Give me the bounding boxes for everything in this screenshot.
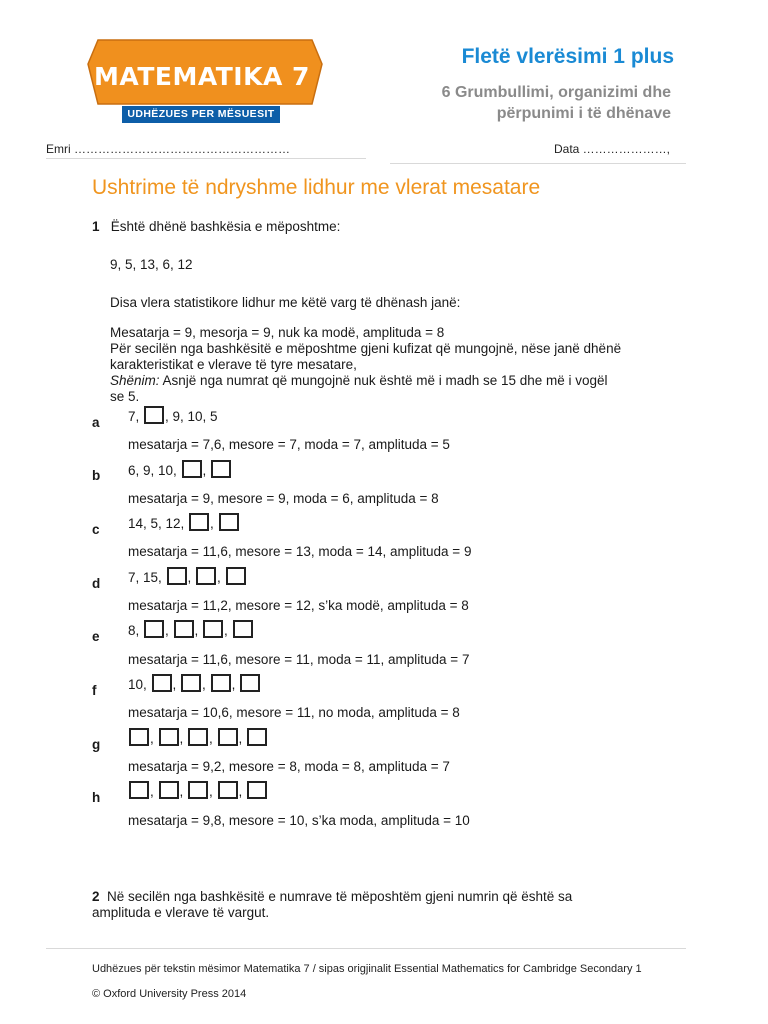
- item-d-sequence: 7, 15, , ,: [128, 567, 247, 585]
- question-2: [92, 889, 692, 921]
- question-1-intro-text: Është dhënë bashkësia e mëposhtme:: [110, 219, 341, 234]
- item-a-post: , 9, 10, 5: [165, 409, 218, 424]
- answer-box[interactable]: [129, 781, 149, 799]
- date-divider: [390, 163, 686, 164]
- answer-box[interactable]: [247, 781, 267, 799]
- footer-divider: [46, 948, 686, 949]
- logo-subtitle: UDHËZUES PER MËSUESIT: [122, 106, 280, 123]
- item-d-pre: 7, 15,: [128, 570, 166, 585]
- answer-box[interactable]: [240, 674, 260, 692]
- answer-box[interactable]: [196, 567, 216, 585]
- question-1-intro: [92, 219, 340, 235]
- answer-box[interactable]: [219, 513, 239, 531]
- answer-box[interactable]: [174, 620, 194, 638]
- sheet-title: Fletë vlerësimi 1 plus: [461, 45, 674, 68]
- item-letter-h: h: [92, 790, 101, 805]
- item-a-pre: 7,: [128, 409, 144, 424]
- item-b-sequence: 6, 9, 10, ,: [128, 460, 232, 478]
- question-1-set: 9, 5, 13, 6, 12: [110, 257, 193, 272]
- answer-box[interactable]: [182, 460, 202, 478]
- instructions-block: [110, 325, 670, 405]
- hint-text-1: Asnjë nga numrat që mungojnë nuk është më i madh se 15 dhe më i vogël: [159, 373, 608, 388]
- item-h-sequence: , , , ,: [128, 781, 268, 799]
- answer-box[interactable]: [218, 728, 238, 746]
- answer-box[interactable]: [144, 406, 164, 424]
- item-e-sequence: 8, , , ,: [128, 620, 254, 638]
- item-h-stats: mesatarja = 9,8, mesore = 10, s’ka moda, amplituda = 10: [128, 813, 470, 828]
- answer-box[interactable]: [203, 620, 223, 638]
- item-letter-a: a: [92, 415, 100, 430]
- answer-box[interactable]: [189, 513, 209, 531]
- item-f-stats: mesatarja = 10,6, mesore = 11, no moda, amplituda = 8: [128, 705, 460, 720]
- chapter-heading: [371, 82, 671, 124]
- answer-box[interactable]: [152, 674, 172, 692]
- item-g-stats: mesatarja = 9,2, mesore = 8, moda = 8, amplituda = 7: [128, 759, 450, 774]
- item-e-pre: 8,: [128, 623, 144, 638]
- item-c-sequence: 14, 5, 12, ,: [128, 513, 240, 531]
- item-e-stats: mesatarja = 11,6, mesore = 11, moda = 11, amplituda = 7: [128, 652, 470, 667]
- question-2-line-1: [92, 889, 692, 905]
- name-divider: [46, 158, 366, 159]
- matematika-7-logo: [86, 38, 324, 128]
- answer-box[interactable]: [144, 620, 164, 638]
- item-a-sequence: [128, 406, 218, 424]
- question-2-line-2: amplituda e vlerave të vargut.: [92, 905, 270, 920]
- answer-box[interactable]: [188, 781, 208, 799]
- instruction-line-1: Për secilën nga bashkësitë e mëposhtme gjeni kufizat që mungojnë, nëse janë dhënë: [110, 341, 622, 356]
- name-field: Emri ………………………………………………: [46, 142, 290, 156]
- chapter-line-2: përpunimi i të dhënave: [496, 105, 671, 122]
- hint-line-2: se 5.: [110, 389, 140, 404]
- hint-line-1: [110, 373, 670, 389]
- answer-box[interactable]: [247, 728, 267, 746]
- item-f-sequence: 10, , , ,: [128, 674, 261, 692]
- item-c-pre: 14, 5, 12,: [128, 516, 189, 531]
- item-c-stats: mesatarja = 11,6, mesore = 13, moda = 14, amplituda = 9: [128, 544, 472, 559]
- answer-box[interactable]: [188, 728, 208, 746]
- item-b-stats: mesatarja = 9, mesore = 9, moda = 6, amplituda = 8: [128, 491, 439, 506]
- chapter-line-1: 6 Grumbullimi, organizimi dhe: [441, 84, 671, 101]
- question-1-number: 1: [92, 219, 100, 234]
- answer-box[interactable]: [211, 674, 231, 692]
- item-b-pre: 6, 9, 10,: [128, 463, 181, 478]
- question-2-text-1: Në secilën nga bashkësitë e numrave të mëposhtëm gjeni numrin që është sa: [107, 889, 573, 904]
- question-2-number: 2: [92, 889, 100, 904]
- instruction-line-2: karakteristikat e vlerave të tyre mesatare,: [110, 357, 357, 372]
- item-d-stats: mesatarja = 11,2, mesore = 12, s’ka modë, amplituda = 8: [128, 598, 469, 613]
- stats-intro: Disa vlera statistikore lidhur me këtë varg të dhënash janë:: [110, 295, 461, 310]
- date-field: Data …………………,: [554, 142, 671, 156]
- answer-box[interactable]: [167, 567, 187, 585]
- item-letter-c: c: [92, 522, 100, 537]
- hint-label: Shënim:: [110, 373, 160, 388]
- section-title: Ushtrime të ndryshme lidhur me vlerat mesatare: [92, 176, 541, 199]
- answer-box[interactable]: [181, 674, 201, 692]
- item-letter-b: b: [92, 468, 101, 483]
- footer-copyright: © Oxford University Press 2014: [92, 988, 247, 1000]
- item-letter-e: e: [92, 629, 100, 644]
- item-letter-d: d: [92, 576, 101, 591]
- item-a-stats: mesatarja = 7,6, mesore = 7, moda = 7, amplituda = 5: [128, 437, 450, 452]
- answer-box[interactable]: [233, 620, 253, 638]
- answer-box[interactable]: [129, 728, 149, 746]
- item-letter-f: f: [92, 683, 97, 698]
- item-g-sequence: , , , ,: [128, 728, 268, 746]
- answer-box[interactable]: [159, 781, 179, 799]
- answer-box[interactable]: [218, 781, 238, 799]
- answer-box[interactable]: [159, 728, 179, 746]
- given-stats: Mesatarja = 9, mesorja = 9, nuk ka modë, amplituda = 8: [110, 325, 445, 340]
- item-letter-g: g: [92, 737, 101, 752]
- answer-box[interactable]: [226, 567, 246, 585]
- logo-title: MATEMATIKA 7: [94, 62, 310, 91]
- item-f-pre: 10,: [128, 677, 151, 692]
- footer-line-1: Udhëzues për tekstin mësimor Matematika 7 / sipas origjinalit Essential Mathematics for Cambridge Secondary 1: [92, 963, 642, 975]
- answer-box[interactable]: [211, 460, 231, 478]
